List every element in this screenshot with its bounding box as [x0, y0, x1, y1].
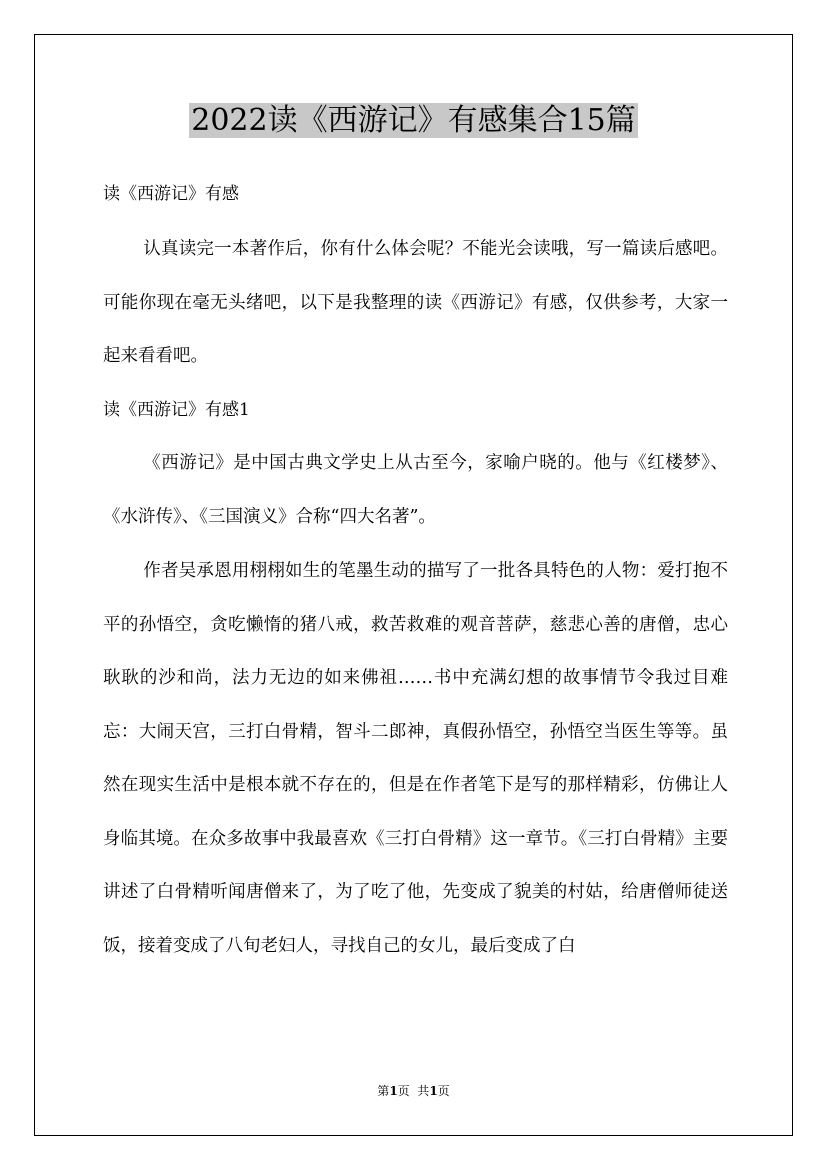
page-suffix: 页	[437, 1084, 450, 1098]
document-title-block	[0, 98, 827, 144]
paragraph-2: 作者吴承恩用栩栩如生的笔墨生动的描写了一批各具特色的人物：爱打抱不平的孙悟空，贪吃懒惰的猪八戒，救苦救难的观音菩萨，慈悲心善的唐僧，忠心耿耿的沙和尚，法力无边的如来佛祖……书中充满幻想的故事情节令我过目难忘：大闹天宫，三打白骨精，智斗二郎神，真假孙悟空，孙悟空当医生等等。虽然在现实生活中是根本就不存在的，但是在作者笔下是写的那样精彩，仿佛让人身临其境。在众多故事中我最喜欢《三打白骨精》这一章节。《三打白骨精》主要讲述了白骨精听闻唐僧来了，为了吃了他，先变成了貌美的村姑，给唐僧师徒送饭，接着变成了八旬老妇人，寻找自己的女儿，最后变成了白	[103, 561, 728, 956]
page-footer	[0, 1083, 827, 1099]
document-title: 2022读《西游记》有感集合15篇	[191, 103, 636, 138]
page-total: 1	[429, 1084, 438, 1098]
paragraph-1: 《西游记》是中国古典文学史上从古至今，家喻户晓的。他与《红楼梦》、《水浒传》、《三国演义》合称“四大名著”。	[103, 453, 728, 527]
section-heading-1: 读《西游记》有感1	[103, 400, 250, 420]
section-heading-intro: 读《西游记》有感	[103, 184, 239, 204]
page-mid: 页 共	[397, 1084, 430, 1098]
page-current: 1	[389, 1084, 398, 1098]
paragraph-intro: 认真读完一本著作后，你有什么体会呢？不能光会读哦，写一篇读后感吧。可能你现在毫无头绪吧，以下是我整理的读《西游记》有感，仅供参考，大家一起来看看吧。	[103, 239, 728, 366]
page-prefix: 第	[377, 1084, 390, 1098]
